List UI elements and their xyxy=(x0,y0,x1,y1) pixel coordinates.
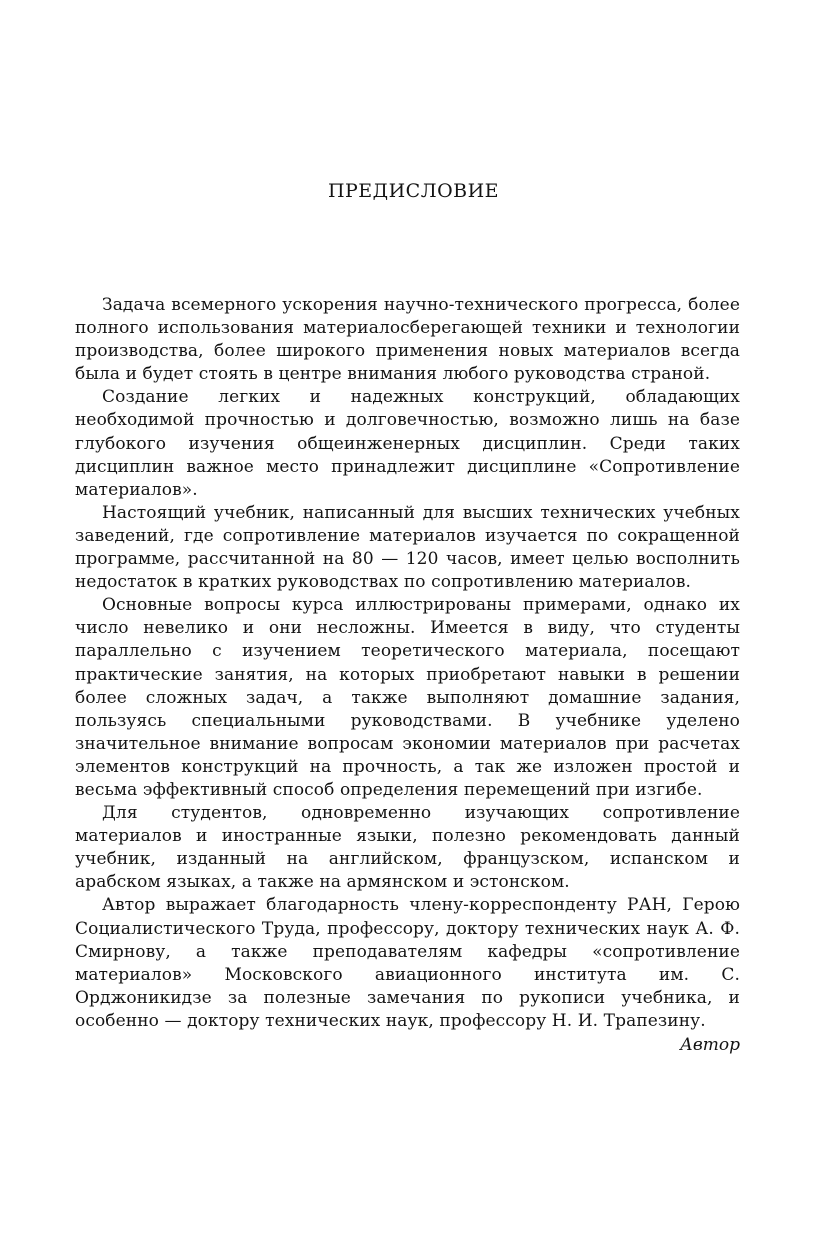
paragraph-2: Создание легких и надежных конструкций, обладающих необходимой прочностью и долговечностью, возможно лишь на базе глубокого изучения общеинженерных дисциплин. Среди таких дисциплин важное место принадлежит дисциплине «Сопротивление материалов». xyxy=(75,387,740,500)
paragraph-4: Основные вопросы курса иллюстрированы примерами, однако их число невелико и они несложны. Имеется в виду, что студенты параллельно с изучением теоретического материала, посещают практические занятия, на которых приобретают навыки в решении более сложных задач, а также выполняют домашние задания, пользуясь специальными руководствами. В учебнике уделено значительное внимание вопросам экономии материалов при расчетах элементов конструкций на прочность, а так же изложен простой и весьма эффективный способ определения перемещений при изгибе. xyxy=(75,595,740,800)
paragraph-3: Настоящий учебник, написанный для высших технических учебных заведений, где сопротивление материалов изучается по сокращенной программе, рассчитанной на 80 — 120 часов, имеет целью восполнить недостаток в кратких руководствах по сопротивлению материалов. xyxy=(75,502,740,593)
paragraph-1: Задача всемерного ускорения научно-технического прогресса, более полного использования материалосберегающей техники и технологии производства, более широкого применения новых материалов всегда была и будет стоять в центре внимания любого руководства страной. xyxy=(75,295,740,385)
page-title: ПРЕДИСЛОВИЕ xyxy=(327,180,500,202)
paragraph-5: Для студентов, одновременно изучающих сопротивление материалов и иностранные языки, полезно рекомендовать данный учебник, изданный на английском, французском, испанском и арабском языках, а также на армянском и эстонском. xyxy=(75,803,740,893)
paragraph-6: Автор выражает благодарность члену-корреспонденту РАН, Герою Социалистического Труда, профессору, доктору технических наук А. Ф. Смирнову, а также преподавателям кафедры «сопротивление материалов» Московского авиационного института им. С. Орджоникидзе за полезные замечания по рукописи учебника, и особенно — доктору технических наук, профессору Н. И. Трапезину. xyxy=(75,895,740,1031)
preface-body xyxy=(75,294,740,1057)
author-signature: Автор xyxy=(679,1035,740,1055)
